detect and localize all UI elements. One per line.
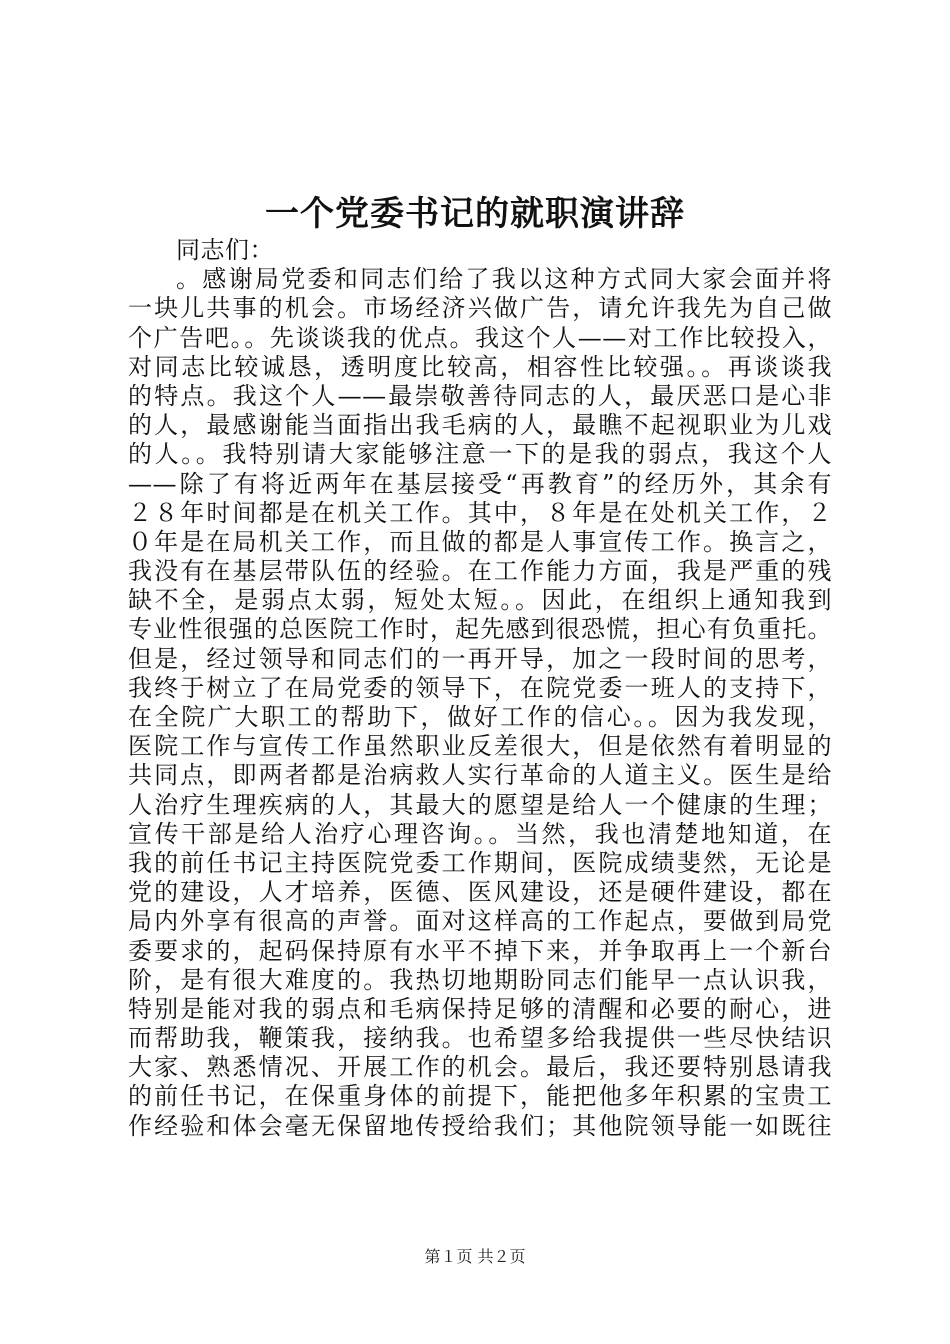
paragraph-line: 一块儿共事的机会。市场经济兴做广告，请允许我先为自己做 (128, 294, 832, 323)
paragraph-line: 的人，最感谢能当面指出我毛病的人，最瞧不起视职业为儿戏 (128, 411, 832, 440)
paragraph-line: ２８年时间都是在机关工作。其中，８年是在处机关工作，２ (128, 498, 832, 527)
page-number: 第１页 共２页 (424, 1247, 526, 1266)
paragraph-line: 人治疗生理疾病的人，其最大的愿望是给人一个健康的生理； (128, 790, 832, 819)
paragraph-line: 委要求的，起码保持原有水平不掉下来，并争取再上一个新台 (128, 936, 832, 965)
paragraph-line: 专业性很强的总医院工作时，起先感到很恐慌，担心有负重托。 (128, 615, 832, 644)
paragraph-line: 党的建设，人才培养，医德、医风建设，还是硬件建设，都在 (128, 878, 832, 907)
paragraph-line: 。感谢局党委和同志们给了我以这种方式同大家会面并将 (176, 265, 832, 294)
paragraph-line: 大家、熟悉情况、开展工作的机会。最后，我还要特别恳请我 (128, 1053, 832, 1082)
paragraph-line: 缺不全，是弱点太弱，短处太短。。因此，在组织上通知我到 (128, 586, 832, 615)
paragraph-line: 特别是能对我的弱点和毛病保持足够的清醒和必要的耐心，进 (128, 994, 832, 1023)
paragraph-line: 宣传干部是给人治疗心理咨询。。当然，我也清楚地知道，在 (128, 819, 832, 848)
paragraph-line: 我的前任书记主持医院党委工作期间，医院成绩斐然，无论是 (128, 848, 832, 877)
paragraph-line: ——除了有将近两年在基层接受“再教育”的经历外，其余有 (128, 469, 832, 498)
paragraph-line: 的特点。我这个人——最崇敬善待同志的人，最厌恶口是心非 (128, 381, 832, 410)
paragraph-line: 我没有在基层带队伍的经验。在工作能力方面，我是严重的残 (128, 557, 832, 586)
paragraph-line: 的人。。我特别请大家能够注意一下的是我的弱点，我这个人 (128, 440, 832, 469)
paragraph-line: 我终于树立了在局党委的领导下，在院党委一班人的支持下， (128, 673, 832, 702)
paragraph-line: 而帮助我，鞭策我，接纳我。也希望多给我提供一些尽快结识 (128, 1024, 832, 1053)
salutation: 同志们： (176, 236, 274, 264)
document-title: 一个党委书记的就职演讲辞 (265, 194, 685, 234)
paragraph-line: 对同志比较诚恳，透明度比较高，相容性比较强。。再谈谈我 (128, 352, 832, 381)
paragraph-line: 医院工作与宣传工作虽然职业反差很大，但是依然有着明显的 (128, 732, 832, 761)
paragraph-line: 的前任书记，在保重身体的前提下，能把他多年积累的宝贵工 (128, 1082, 832, 1111)
paragraph-line: 局内外享有很高的声誉。面对这样高的工作起点，要做到局党 (128, 907, 832, 936)
document-body (128, 236, 832, 1141)
paragraph-line: 作经验和体会毫无保留地传授给我们；其他院领导能一如既往 (128, 1111, 832, 1140)
paragraph-line: 阶，是有很大难度的。我热切地期盼同志们能早一点认识我， (128, 965, 832, 994)
paragraph-line: 个广告吧。。先谈谈我的优点。我这个人——对工作比较投入， (128, 323, 832, 352)
paragraph-line: 在全院广大职工的帮助下，做好工作的信心。。因为我发现， (128, 703, 832, 731)
paragraph-line: 共同点，即两者都是治病救人实行革命的人道主义。医生是给 (128, 761, 832, 790)
paragraph-line: ０年是在局机关工作，而且做的都是人事宣传工作。换言之， (128, 527, 832, 556)
paragraph-line: 但是，经过领导和同志们的一再开导，加之一段时间的思考， (128, 644, 832, 673)
